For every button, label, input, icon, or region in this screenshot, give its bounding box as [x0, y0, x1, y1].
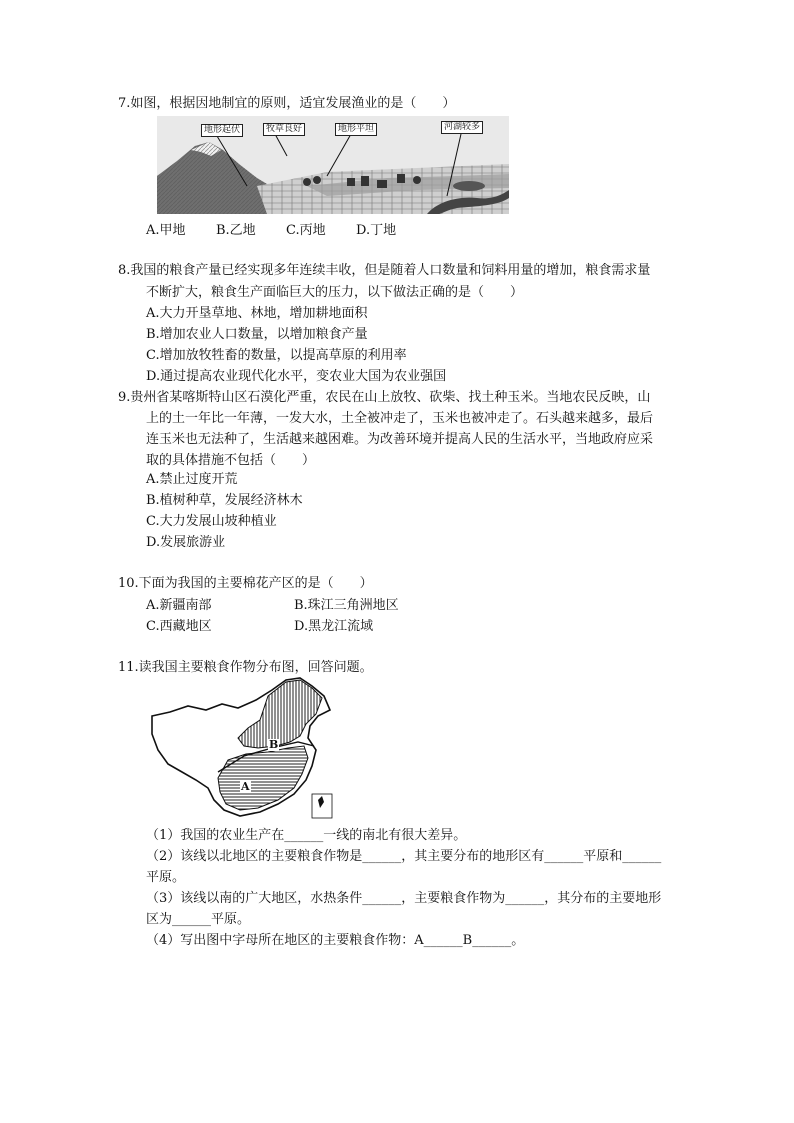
q10-stem: 10.下面为我国的主要棉花产区的是（ ）	[118, 576, 373, 591]
figure-label-3: 地形平坦	[335, 123, 377, 136]
figure-label-4: 河湖较多	[441, 121, 483, 134]
q7-option-a: A.甲地	[146, 223, 186, 238]
q11-sub-line-6: （4）写出图中字母所在地区的主要粮食作物：A______B______。	[146, 933, 525, 948]
q8-stem-line-2: 不断扩大，粮食生产面临巨大的压力，以下做法正确的是（ ）	[146, 285, 524, 300]
q9-stem-line-1: 9.贵州省某喀斯特山区石漠化严重，农民在山上放牧、砍柴、找土种玉米。当地农民反映，山	[118, 390, 651, 405]
map-label-b: B	[269, 738, 279, 751]
q10-option-c: C.西藏地区	[146, 619, 212, 634]
map-label-a: A	[241, 780, 250, 793]
q9-stem-line-4: 取的具体措施不包括（ ）	[146, 453, 316, 468]
q9-option-d: D.发展旅游业	[146, 535, 226, 550]
q11-sub-line-2: （2）该线以北地区的主要粮食作物是______，其主要分布的地形区有______平原和______	[146, 849, 662, 864]
q8-option-a: A.大力开垦草地、林地，增加耕地面积	[146, 306, 368, 321]
q7-stem: 7.如图，根据因地制宜的原则，适宜发展渔业的是（ ）	[118, 96, 456, 111]
q11-sub-line-5: 区为______平原。	[146, 912, 251, 927]
q8-option-d: D.通过提高农业现代化水平，变农业大国为农业强国	[146, 369, 447, 384]
q9-option-a: A.禁止过度开荒	[146, 472, 238, 487]
q10-option-b: B.珠江三角洲地区	[294, 598, 399, 613]
q9-option-b: B.植树种草，发展经济林木	[146, 493, 303, 508]
china-map-illustration	[148, 676, 338, 822]
q9-option-c: C.大力发展山坡种植业	[146, 514, 277, 529]
q10-option-a: A.新疆南部	[146, 598, 212, 613]
q10-option-d: D.黑龙江流域	[294, 619, 374, 634]
figure-label-2: 牧草良好	[263, 123, 305, 136]
q11-china-crop-map	[148, 676, 338, 822]
q8-stem-line-1: 8.我国的粮食产量已经实现多年连续丰收，但是随着人口数量和饲料用量的增加，粮食需求量	[118, 263, 651, 278]
q11-sub-line-3: 平原。	[146, 870, 186, 885]
q11-stem: 11.读我国主要粮食作物分布图，回答问题。	[118, 660, 373, 675]
q7-option-b: B.乙地	[216, 223, 256, 238]
q9-stem-line-3: 连玉米也无法种了，生活越来越困难。为改善环境并提高人民的生活水平，当地政府应采	[146, 432, 654, 447]
q11-sub-line-1: （1）我国的农业生产在______一线的南北有很大差异。	[146, 828, 467, 843]
q9-stem-line-2: 上的土一年比一年薄，一发大水，土全被冲走了，玉米也被冲走了。石头越来越多，最后	[146, 411, 654, 426]
q7-option-d: D.丁地	[356, 223, 397, 238]
figure-label-1: 地形起伏	[201, 124, 243, 137]
q7-landscape-figure	[157, 116, 509, 214]
q8-option-b: B.增加农业人口数量，以增加粮食产量	[146, 327, 368, 342]
q11-sub-line-4: （3）该线以南的广大地区，水热条件______，主要粮食作物为______，其分布的主要地形	[146, 891, 662, 906]
q8-option-c: C.增加放牧牲畜的数量，以提高草原的利用率	[146, 348, 407, 363]
q7-option-c: C.丙地	[286, 223, 326, 238]
